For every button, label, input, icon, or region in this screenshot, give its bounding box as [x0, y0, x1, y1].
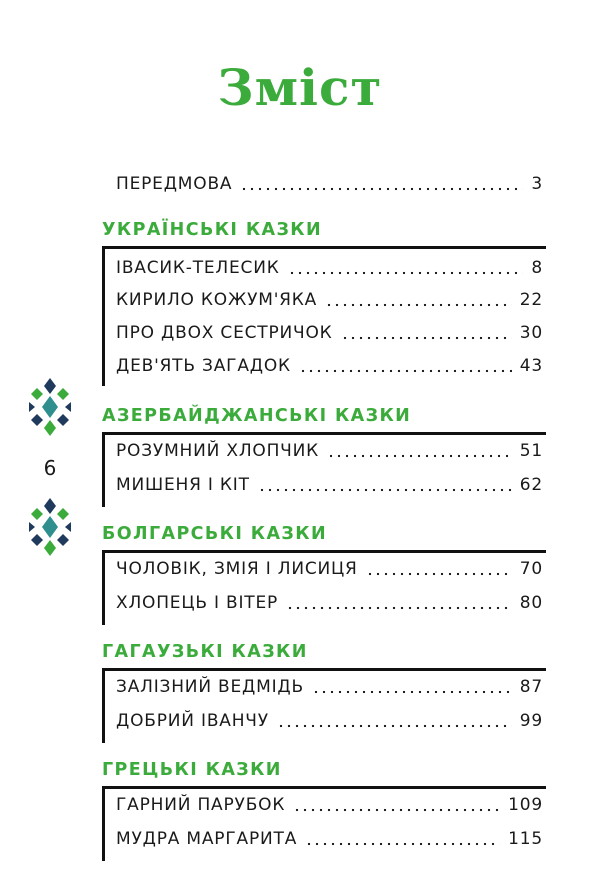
toc-entry-preface[interactable] [116, 172, 543, 196]
toc-entry[interactable] [116, 591, 543, 615]
toc-entry-page: 51 [519, 441, 543, 461]
toc-entry-label: ІВАСИК-ТЕЛЕСИК [116, 258, 280, 278]
toc-entry[interactable] [116, 675, 543, 699]
dot-leader [299, 369, 512, 373]
section-bracket [102, 432, 105, 507]
toc-entry[interactable] [116, 793, 543, 817]
toc-entry[interactable] [116, 256, 543, 280]
page-number: 6 [43, 456, 57, 480]
toc-entry-label: МИШЕНЯ І КІТ [116, 475, 250, 495]
ornament-pattern [29, 378, 71, 436]
section-title: АЗЕРБАЙДЖАНСЬКІ КАЗКИ [102, 406, 412, 426]
section-bracket [102, 246, 105, 386]
toc-entry-page: 99 [519, 711, 543, 731]
toc-entry[interactable] [116, 321, 543, 345]
section-rule [102, 550, 546, 553]
dot-leader [258, 488, 512, 492]
toc-entry-page: 43 [519, 356, 543, 376]
toc-entry-page: 30 [519, 323, 543, 343]
toc-entry-label: ПЕРЕДМОВА [116, 174, 233, 194]
dot-leader [312, 690, 512, 694]
dot-leader [240, 187, 523, 191]
toc-entry-label: ПРО ДВОХ СЕСТРИЧОК [116, 323, 333, 343]
section-bracket [102, 668, 105, 743]
ornament-pattern [29, 498, 71, 556]
toc-entry-label: ХЛОПЕЦЬ І ВІТЕР [116, 593, 279, 613]
section-rule [102, 432, 546, 435]
toc-entry[interactable] [116, 557, 543, 581]
section-rule [102, 246, 546, 249]
toc-entry-label: КИРИЛО КОЖУМ'ЯКА [116, 290, 318, 310]
toc-entry-page: 62 [519, 475, 543, 495]
section-title: БОЛГАРСЬКІ КАЗКИ [102, 524, 327, 544]
toc-entry-label: РОЗУМНИЙ ХЛОПЧИК [116, 441, 320, 461]
toc-entry[interactable] [116, 473, 543, 497]
dot-leader [305, 842, 500, 846]
dot-leader [286, 606, 512, 610]
toc-entry-label: ЗАЛІЗНИЙ ВЕДМІДЬ [116, 677, 304, 697]
section-title: ГАГАУЗЬКІ КАЗКИ [102, 642, 308, 662]
dot-leader [341, 336, 512, 340]
page-title: Зміст [217, 58, 383, 117]
toc-entry[interactable] [116, 439, 543, 463]
toc-entry-page: 80 [519, 593, 543, 613]
dot-leader [366, 572, 512, 576]
toc-entry-page: 109 [508, 795, 543, 815]
toc-entry-label: ДЕВ'ЯТЬ ЗАГАДОК [116, 356, 291, 376]
toc-entry-page: 87 [519, 677, 543, 697]
toc-entry-page: 115 [508, 829, 543, 849]
dot-leader [325, 303, 512, 307]
section-title: УКРАЇНСЬКІ КАЗКИ [102, 220, 323, 240]
toc-entry[interactable] [116, 709, 543, 733]
toc-entry-label: ДОБРИЙ ІВАНЧУ [116, 711, 269, 731]
toc-entry-page: 3 [531, 174, 543, 194]
section-title: ГРЕЦЬКІ КАЗКИ [102, 760, 282, 780]
dot-leader [288, 271, 524, 275]
folk-ornament-bottom-icon [25, 496, 75, 558]
folk-ornament-top-icon [25, 376, 75, 438]
toc-entry-page: 70 [519, 559, 543, 579]
toc-entry[interactable] [116, 827, 543, 851]
toc-entry-label: ЧОЛОВІК, ЗМІЯ І ЛИСИЦЯ [116, 559, 358, 579]
toc-entry-page: 22 [519, 290, 543, 310]
toc-entry[interactable] [116, 354, 543, 378]
section-rule [102, 668, 546, 671]
section-bracket [102, 786, 105, 861]
dot-leader [293, 808, 500, 812]
section-bracket [102, 550, 105, 625]
section-rule [102, 786, 546, 789]
toc-entry[interactable] [116, 288, 543, 312]
dot-leader [327, 454, 512, 458]
toc-entry-label: ГАРНИЙ ПАРУБОК [116, 795, 286, 815]
dot-leader [277, 724, 512, 728]
toc-entry-label: МУДРА МАРГАРИТА [116, 829, 298, 849]
toc-entry-page: 8 [531, 258, 543, 278]
